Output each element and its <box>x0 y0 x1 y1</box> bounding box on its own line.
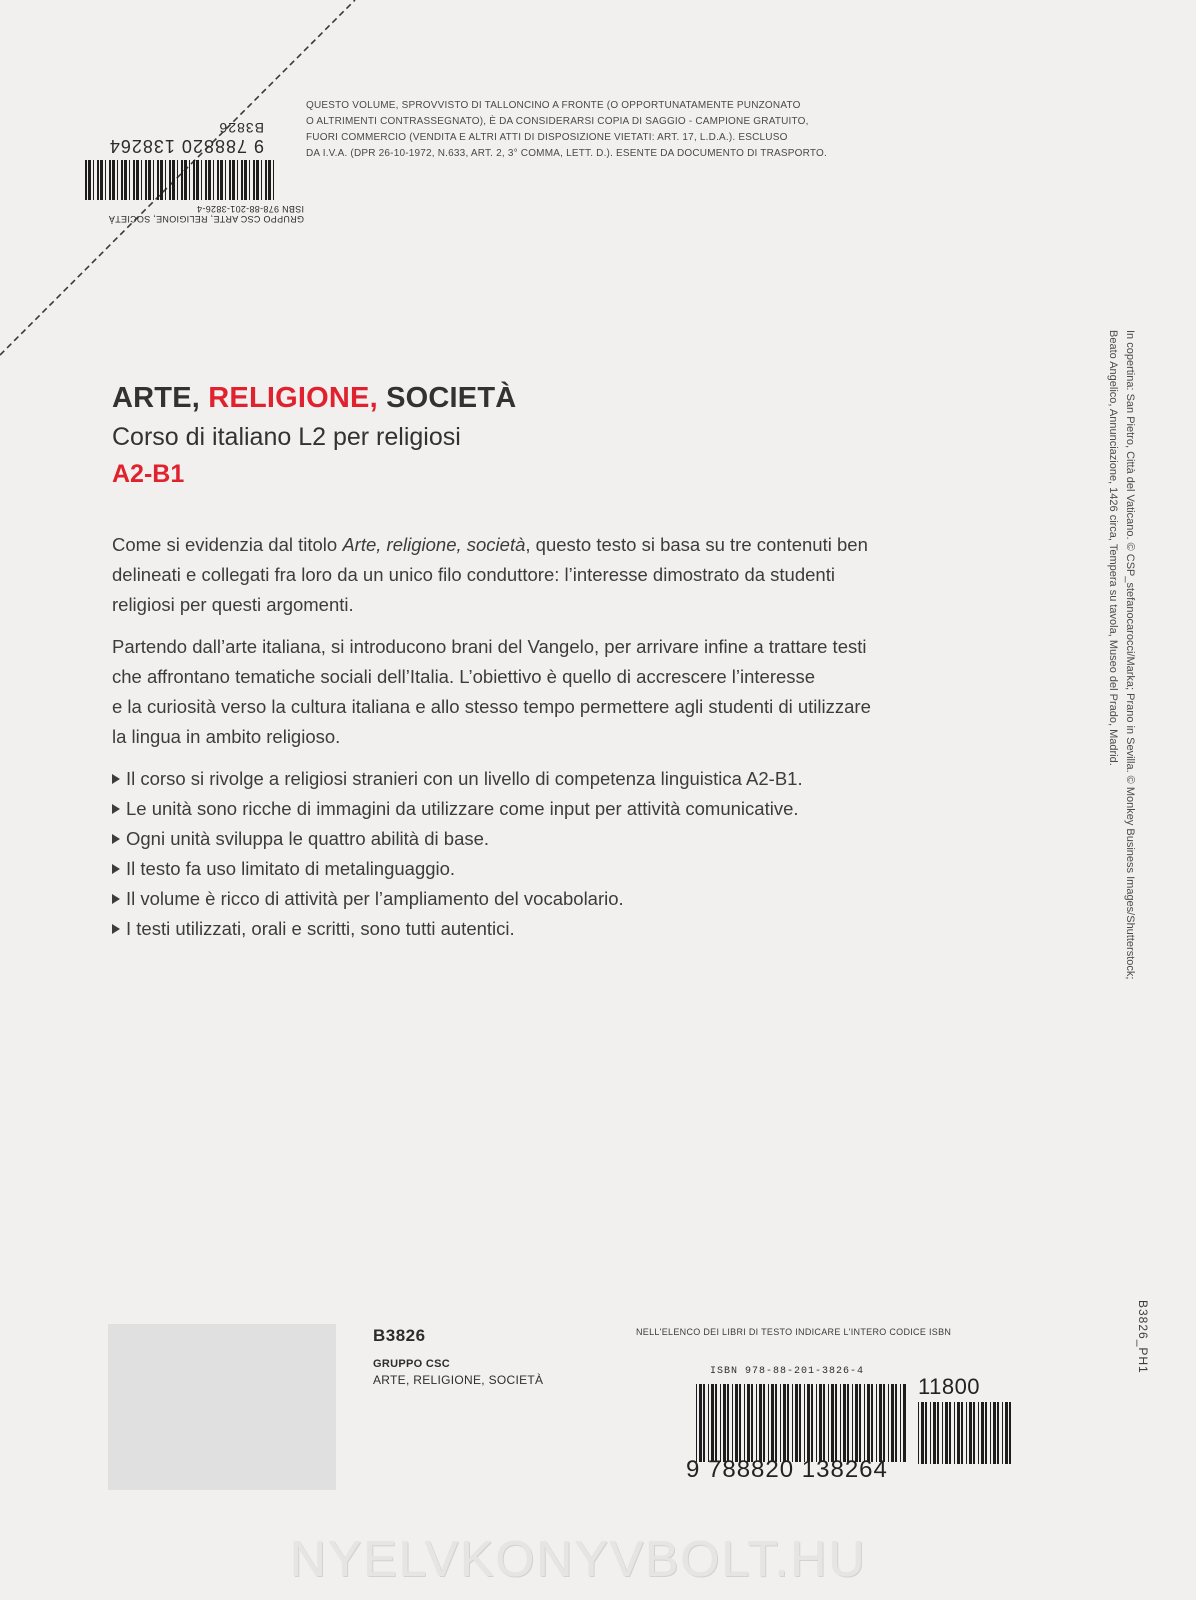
barcode-bar <box>954 1402 955 1464</box>
barcode-bar <box>792 1384 793 1462</box>
barcode-bar <box>237 160 238 200</box>
barcode-bar <box>840 1384 841 1462</box>
triangle-bullet-icon <box>112 774 120 784</box>
barcode-bar <box>775 1384 777 1462</box>
description <box>112 530 1072 944</box>
title-part-religione: RELIGIONE, <box>208 382 378 414</box>
feature-list <box>112 764 1072 944</box>
barcode-bar <box>208 160 211 200</box>
book-title <box>112 382 516 415</box>
barcode-bar <box>925 1402 927 1464</box>
barcode-bar <box>768 1384 769 1462</box>
barcode-bar <box>895 1384 897 1462</box>
barcode-bar <box>205 160 207 200</box>
barcode-bar <box>141 160 142 200</box>
barcode-bar <box>804 1384 805 1462</box>
barcode-bar <box>165 160 166 200</box>
ean-barcode <box>696 1384 908 1462</box>
label-placeholder <box>108 1324 336 1490</box>
barcode-bar <box>823 1384 825 1462</box>
notice-line: QUESTO VOLUME, SPROVVISTO DI TALLONCINO A FRONTE (O OPPORTUNATAMENTE PUNZONATO <box>306 100 801 111</box>
barcode-bar <box>783 1384 786 1462</box>
barcode-bar <box>133 160 135 200</box>
triangle-bullet-icon <box>112 864 120 874</box>
product-code: B3826 <box>373 1326 426 1345</box>
list-item-text: Ogni unità sviluppa le quattro abilità di base. <box>126 828 490 849</box>
paragraph-line: che affrontano tematiche sociali dell’Italia. L’obiettivo è quello di accrescere l’interesse <box>112 666 816 687</box>
barcode-bar <box>787 1384 789 1462</box>
barcode-bar <box>847 1384 849 1462</box>
title-block <box>112 382 516 489</box>
barcode-bar <box>100 160 103 200</box>
list-item <box>112 794 1072 824</box>
barcode-bar <box>273 160 274 200</box>
paragraph-intro <box>112 530 1072 620</box>
barcode-bar <box>993 1402 996 1464</box>
barcode-bar <box>918 1402 919 1464</box>
barcode-bar <box>229 160 231 200</box>
corner-coupon <box>14 120 304 224</box>
barcode-bar <box>969 1402 972 1464</box>
coupon-ean: 9 788820 138264 <box>108 136 264 156</box>
title-part-societa: SOCIETÀ <box>377 382 517 414</box>
barcode-bar <box>241 160 243 200</box>
barcode-bar <box>121 160 123 200</box>
barcode-bar <box>184 160 187 200</box>
barcode-bar <box>859 1384 861 1462</box>
barcode-bar <box>751 1384 753 1462</box>
coupon-barcode <box>84 160 274 200</box>
barcode-bar <box>900 1384 901 1462</box>
barcode-bar <box>220 160 223 200</box>
barcode-bar <box>1002 1402 1003 1464</box>
barcode-bar <box>727 1384 729 1462</box>
triangle-bullet-icon <box>112 894 120 904</box>
barcode-bar <box>961 1402 963 1464</box>
imprint <box>373 1326 543 1387</box>
barcode-bar <box>129 160 130 200</box>
barcode-bar <box>735 1384 738 1462</box>
barcode-bar <box>699 1384 702 1462</box>
notice-line: O ALTRIMENTI CONTRASSEGNATO), È DA CONSIDERARSI COPIA DI SAGGIO - CAMPIONE GRATUITO, <box>306 116 809 127</box>
barcode-bar <box>177 160 178 200</box>
barcode-bar <box>981 1402 984 1464</box>
paragraph-goals <box>112 632 1072 752</box>
barcode-bar <box>117 160 118 200</box>
barcode-area <box>686 1366 1016 1490</box>
barcode-bar <box>891 1384 894 1462</box>
barcode-bar <box>852 1384 853 1462</box>
barcode-bar <box>225 160 226 200</box>
barcode-bar <box>711 1384 714 1462</box>
barcode-bar <box>871 1384 873 1462</box>
barcode-bar <box>799 1384 801 1462</box>
barcode-bar <box>811 1384 813 1462</box>
barcode-bar <box>217 160 219 200</box>
barcode-bar <box>85 160 87 200</box>
barcode-bar <box>990 1402 991 1464</box>
barcode-bar <box>816 1384 817 1462</box>
barcode-bar <box>888 1384 889 1462</box>
side-code-text: B3826_PH1 <box>1136 1300 1150 1374</box>
barcode-bar <box>1009 1402 1011 1464</box>
barcode-bar <box>843 1384 846 1462</box>
list-item <box>112 764 1072 794</box>
barcode-bar <box>256 160 259 200</box>
barcode-bar <box>88 160 91 200</box>
barcode-bar <box>744 1384 745 1462</box>
barcode-bar <box>930 1402 931 1464</box>
barcode-bar <box>879 1384 882 1462</box>
barcode-bar <box>181 160 183 200</box>
barcode-bar <box>949 1402 951 1464</box>
barcode-bar <box>153 160 154 200</box>
level-label: A2-B1 <box>112 460 185 488</box>
barcode-bar <box>136 160 139 200</box>
barcode-bar <box>160 160 163 200</box>
barcode-bar <box>145 160 147 200</box>
credits-line: Beato Angelico, Annunciazione, 1426 circa, Tempera su tavola, Museo del Prado, Madrid. <box>1107 330 1119 766</box>
barcode-bar <box>249 160 250 200</box>
barcode-bar <box>867 1384 870 1462</box>
barcode-bar <box>172 160 175 200</box>
notice-line: FUORI COMMERCIO (VENDITA E ALTRI ATTI DI DISPOSIZIONE VIETATI: ART. 17, L.D.A.). ESCLUSO <box>306 132 788 143</box>
barcode-bar <box>157 160 159 200</box>
barcode-bar <box>124 160 127 200</box>
barcode-bar <box>105 160 106 200</box>
barcode-bar <box>966 1402 967 1464</box>
isbn-number: ISBN 978-88-201-3826-4 <box>710 1366 865 1377</box>
barcode-bar <box>232 160 235 200</box>
text-run: Come si evidenzia dal titolo <box>112 534 343 555</box>
barcode-bar <box>193 160 195 200</box>
barcode-bar <box>942 1402 943 1464</box>
list-item <box>112 884 1072 914</box>
barcode-bar <box>945 1402 948 1464</box>
barcode-bar <box>213 160 214 200</box>
barcode-bar <box>795 1384 798 1462</box>
barcode-bar <box>985 1402 987 1464</box>
barcode-bar <box>997 1402 999 1464</box>
barcode-bar <box>864 1384 865 1462</box>
price-code: 11800 <box>918 1374 981 1399</box>
paragraph-line: la lingua in ambito religioso. <box>112 726 341 747</box>
credits-text <box>1104 330 1138 1230</box>
barcode-bar <box>715 1384 717 1462</box>
barcode-bar <box>855 1384 858 1462</box>
barcode-bar <box>696 1384 697 1462</box>
barcode-bar <box>261 160 262 200</box>
barcode-bar <box>732 1384 733 1462</box>
title-italic: Arte, religione, società <box>342 534 526 555</box>
barcode-bar <box>978 1402 979 1464</box>
barcode-bar <box>93 160 94 200</box>
coupon-line-isbn: ISBN 978-88-201-3826-4 <box>196 204 304 214</box>
text-run: , questo testo si basa su tre contenuti ben <box>525 534 868 555</box>
notice-line: DA I.V.A. (DPR 26-10-1972, N.633, ART. 2, 3° COMMA, LETT. D.). ESENTE DA DOCUMENTO DI TRASPORTO. <box>306 148 827 159</box>
cover-credits <box>1104 330 1144 1230</box>
isbn-note: NELL'ELENCO DEI LIBRI DI TESTO INDICARE L'INTERO CODICE ISBN <box>636 1327 952 1337</box>
barcode-bar <box>819 1384 822 1462</box>
list-item-text: Il corso si rivolge a religiosi stranieri con un livello di competenza linguistica A2-B1. <box>126 768 803 789</box>
list-item-text: Il volume è ricco di attività per l’ampliamento del vocabolario. <box>126 888 624 909</box>
barcode-bar <box>828 1384 829 1462</box>
barcode-bar <box>756 1384 757 1462</box>
list-item <box>112 854 1072 884</box>
barcode-bar <box>268 160 271 200</box>
barcode-bar <box>763 1384 765 1462</box>
sample-copy-notice <box>306 98 966 162</box>
barcode-bar <box>876 1384 877 1462</box>
list-item <box>112 824 1072 854</box>
triangle-bullet-icon <box>112 924 120 934</box>
paragraph-line: Partendo dall’arte italiana, si introducono brani del Vangelo, per arrivare infine a trattare testi <box>112 636 867 657</box>
barcode-bar <box>253 160 255 200</box>
barcode-bar <box>831 1384 834 1462</box>
barcode-bar <box>807 1384 810 1462</box>
watermark: NYELVKONYVBOLT.HU <box>290 1531 867 1587</box>
list-item-text: I testi utilizzati, orali e scritti, sono tutti autentici. <box>126 918 515 939</box>
barcode-bar <box>148 160 151 200</box>
book-name: ARTE, RELIGIONE, SOCIETÀ <box>373 1373 544 1387</box>
triangle-bullet-icon <box>112 834 120 844</box>
list-item-text: Le unità sono ricche di immagini da utilizzare come input per attività comunicative. <box>126 798 799 819</box>
triangle-bullet-icon <box>112 804 120 814</box>
barcode-bar <box>883 1384 885 1462</box>
title-part-arte: ARTE, <box>112 382 209 414</box>
barcode-bar <box>109 160 111 200</box>
paragraph-line <box>112 530 1072 560</box>
barcode-bar <box>903 1384 906 1462</box>
price-barcode <box>918 1402 1016 1464</box>
barcode-bar <box>196 160 199 200</box>
barcode-bar <box>771 1384 774 1462</box>
ean-digits: 9 788820 138264 <box>686 1456 888 1483</box>
barcode-bar <box>747 1384 750 1462</box>
barcode-bar <box>201 160 202 200</box>
barcode-bar <box>708 1384 709 1462</box>
barcode-bar <box>720 1384 721 1462</box>
coupon-line-group: GRUPPO CSC ARTE, RELIGIONE, SOCIETÀ <box>108 214 304 224</box>
credits-line: In copertina: San Pietro, Città del Vaticano. © CSP_stefanocarocci/Marka; Prano in Sevilla. © Monkey Business Images/Shutterstock; <box>1124 330 1136 980</box>
barcode-bar <box>265 160 267 200</box>
list-item-text: Il testo fa uso limitato di metalinguaggio. <box>126 858 456 879</box>
barcode-bar <box>780 1384 781 1462</box>
book-subtitle: Corso di italiano L2 per religiosi <box>112 423 461 451</box>
barcode-bar <box>1005 1402 1008 1464</box>
barcode-bar <box>759 1384 762 1462</box>
barcode-bar <box>112 160 115 200</box>
barcode-bar <box>973 1402 975 1464</box>
barcode-bar <box>937 1402 939 1464</box>
barcode-bar <box>703 1384 705 1462</box>
barcode-bar <box>97 160 99 200</box>
paragraph-line: religiosi per questi argomenti. <box>112 594 354 615</box>
coupon-id: B3826 <box>218 120 264 136</box>
barcode-bar <box>739 1384 741 1462</box>
barcode-bar <box>835 1384 837 1462</box>
barcode-bar <box>933 1402 936 1464</box>
side-product-code <box>1128 1300 1158 1400</box>
barcode-bar <box>244 160 247 200</box>
barcode-bar <box>957 1402 960 1464</box>
barcode-bar <box>723 1384 726 1462</box>
paragraph-line: delineati e collegati fra loro da un unico filo conduttore: l’interesse dimostrato da studenti <box>112 564 835 585</box>
paragraph-line: e la curiosità verso la cultura italiana e allo stesso tempo permettere agli studenti di utilizzare <box>112 696 871 717</box>
list-item <box>112 914 1072 944</box>
barcode-bar <box>169 160 171 200</box>
barcode-bar <box>189 160 190 200</box>
barcode-bar <box>921 1402 924 1464</box>
publisher-group: GRUPPO CSC <box>373 1358 450 1370</box>
